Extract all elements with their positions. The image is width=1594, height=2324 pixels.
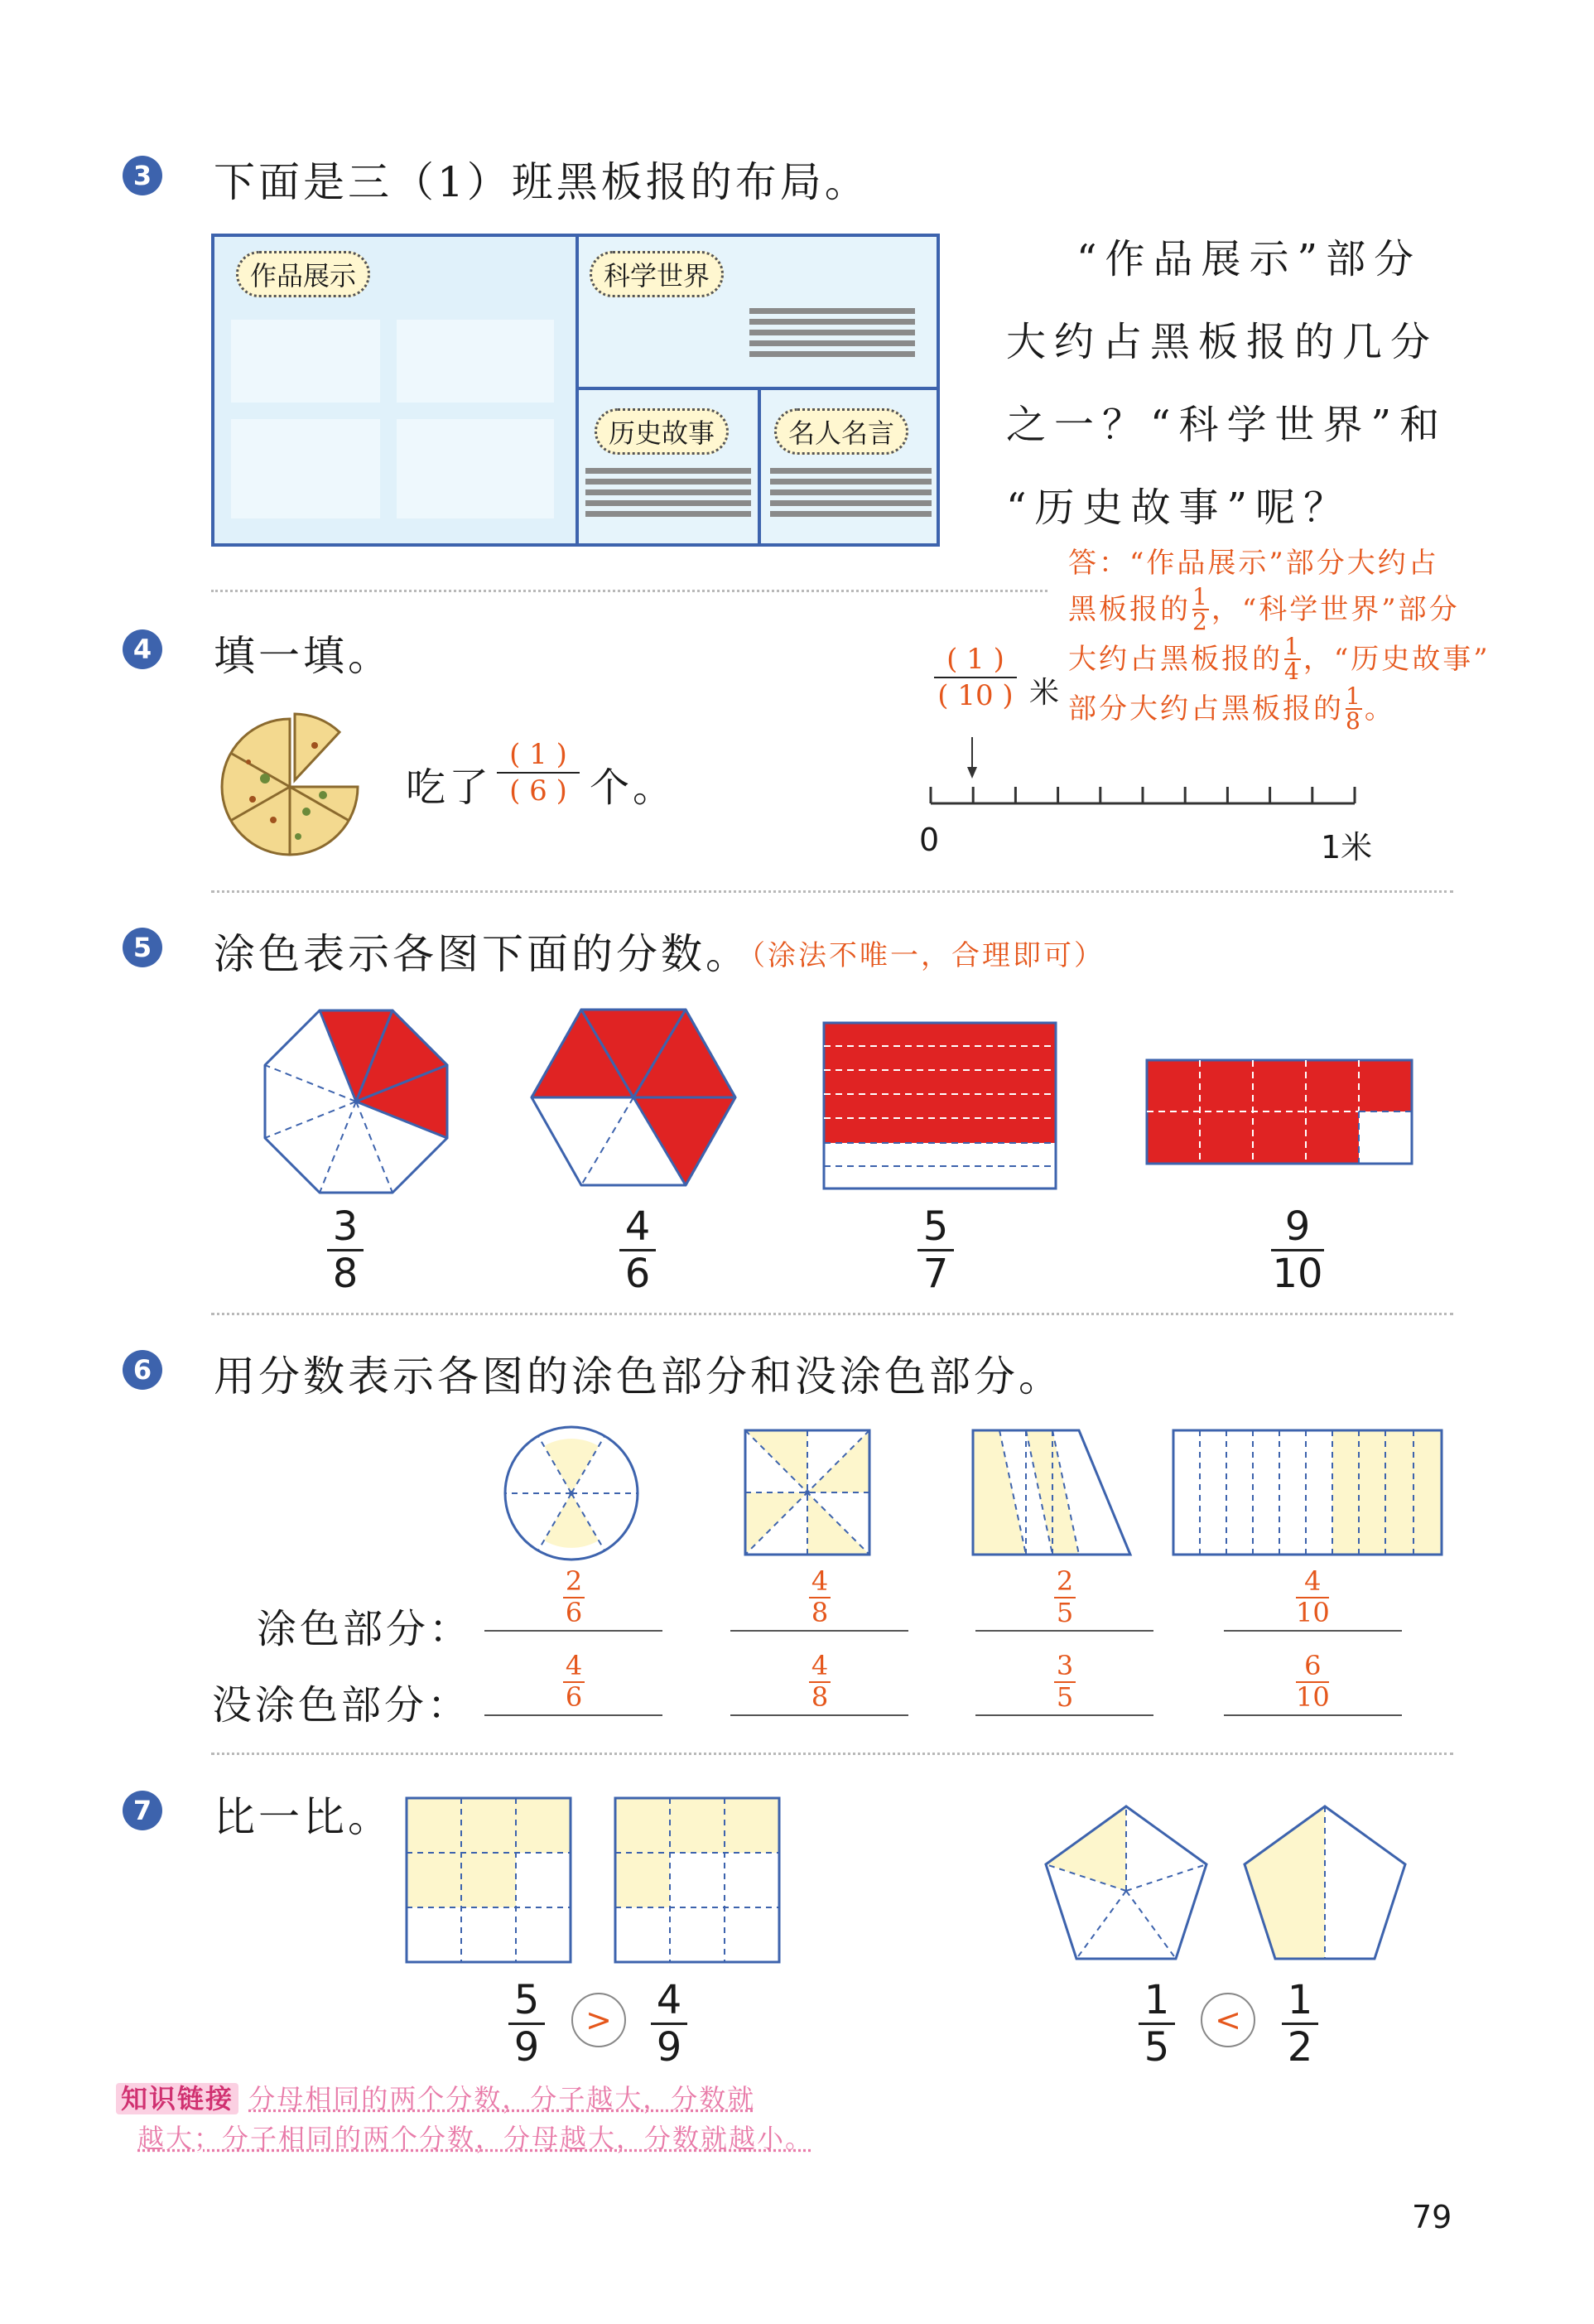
answer-line <box>975 1714 1153 1716</box>
fraction-9-10: 9 10 <box>1272 1203 1323 1298</box>
separator <box>211 890 1453 893</box>
fraction-4-6: 4 6 <box>619 1206 656 1295</box>
compare-left-b: 4 9 <box>651 1979 687 2069</box>
question-3-text-2: 大约占黑板报的几分 <box>1006 319 1439 365</box>
shaded-answer-4: 4 10 <box>1296 1565 1330 1628</box>
separator <box>211 1753 1453 1755</box>
pentagon-figure-1-2 <box>1238 1801 1412 1967</box>
knowledge-link-line-1: 分母相同的两个分数，分子越大，分数就 <box>248 2083 756 2114</box>
unshaded-answer-3: 3 5 <box>1054 1652 1076 1711</box>
compare-left-sign: > <box>571 1993 626 2047</box>
ate-unit: 个。 <box>590 764 677 811</box>
question-number-5: 5 <box>123 928 162 967</box>
ruler-fraction: ( 1 ) ( 10 ) <box>934 642 1017 713</box>
knowledge-link <box>116 2079 813 2158</box>
unshaded-answer-4: 6 10 <box>1296 1650 1330 1713</box>
octagon-figure <box>248 994 464 1209</box>
science-tag: 科学世界 <box>590 251 724 297</box>
question-number-6: 6 <box>123 1350 162 1390</box>
shaded-answer-2: 4 8 <box>809 1568 831 1627</box>
answer-line <box>484 1714 662 1716</box>
separator <box>211 590 1047 592</box>
works-tag: 作品展示 <box>236 251 370 297</box>
question-number-3: 3 <box>123 156 162 195</box>
answer-3-line-3: 大约占黑板报的 1 4 ，“历史故事” <box>1068 633 1490 685</box>
shaded-answer-3: 2 5 <box>1054 1568 1076 1627</box>
history-text-lines <box>585 468 751 522</box>
shaded-label: 涂色部分： <box>257 1606 473 1652</box>
ate-fraction: ( 1 ) ( 6 ) <box>497 737 580 808</box>
rectangle-10-cells-figure <box>1143 1056 1416 1168</box>
unshaded-answer-2: 4 8 <box>809 1652 831 1711</box>
fraction-3-8: 3 8 <box>327 1206 364 1295</box>
answer-line <box>975 1630 1153 1632</box>
answer-3-line-2: 黑板报的 1 2 ，“科学世界”部分 <box>1068 583 1460 635</box>
quotes-text-lines <box>770 468 932 522</box>
question-7-title: 比一比。 <box>214 1793 392 1841</box>
question-5-title: 涂色表示各图下面的分数。 <box>214 930 750 978</box>
answer-line <box>1224 1714 1402 1716</box>
answer-line <box>730 1714 908 1716</box>
question-5-hint: （涂法不唯一，合理即可） <box>737 939 1105 972</box>
question-3-title: 下面是三（1）班黑板报的布局。 <box>214 158 869 206</box>
unshaded-label: 没涂色部分： <box>212 1682 471 1729</box>
question-number-4: 4 <box>123 629 162 669</box>
question-6-title: 用分数表示各图的涂色部分和没涂色部分。 <box>214 1352 1063 1401</box>
answer-3-line-1: 答：“作品展示”部分大约占 <box>1068 547 1439 580</box>
unshaded-answer-1: 4 6 <box>563 1652 585 1711</box>
rectangle-strips-figure <box>1169 1426 1451 1559</box>
square-figure <box>741 1426 874 1559</box>
compare-right-b: 1 2 <box>1282 1979 1318 2069</box>
knowledge-link-label: 知识链接 <box>116 2083 238 2114</box>
quotes-tag: 名人名言 <box>774 408 908 455</box>
question-3-text-3: 之一？“科学世界”和 <box>1006 402 1448 448</box>
answer-line <box>484 1630 662 1632</box>
knowledge-link-line-2: 越大；分子相同的两个分数，分母越大，分数就越小。 <box>137 2123 814 2154</box>
circle-figure <box>501 1423 642 1564</box>
page-number: 79 <box>1412 2199 1452 2235</box>
question-3-text-1: “作品展示”部分 <box>1076 236 1423 282</box>
rectangle-7-strips-figure <box>820 1019 1060 1193</box>
ruler-start-label: 0 <box>919 822 940 858</box>
ruler-unit: 米 <box>1029 676 1060 710</box>
ruler <box>919 737 1366 820</box>
compare-right-a: 1 5 <box>1139 1979 1175 2069</box>
answer-3-line-4: 部分大约占黑板报的 1 8 。 <box>1068 682 1395 735</box>
compare-left-a: 5 9 <box>508 1979 545 2069</box>
answer-line <box>1224 1630 1402 1632</box>
history-tag: 历史故事 <box>595 408 729 455</box>
question-3-text-4: “历史故事”呢？ <box>1006 485 1352 531</box>
answer-line <box>730 1630 908 1632</box>
question-number-7: 7 <box>123 1791 162 1830</box>
pentagon-figure-1-5 <box>1039 1801 1213 1967</box>
hexagon-figure <box>522 998 745 1197</box>
fraction-5-7: 5 7 <box>917 1206 954 1295</box>
question-4-title: 填一填。 <box>214 632 392 680</box>
science-text-lines <box>749 308 915 362</box>
grid-figure-4-9 <box>613 1796 782 1965</box>
trapezoid-figure <box>969 1426 1134 1559</box>
shaded-answer-1: 2 6 <box>563 1568 585 1627</box>
pancake-icon <box>215 712 364 857</box>
separator <box>211 1313 1453 1315</box>
compare-right-sign: < <box>1201 1993 1255 2047</box>
grid-figure-5-9 <box>404 1796 573 1965</box>
ruler-end-label: 1米 <box>1321 829 1373 865</box>
ate-label: 吃了 <box>406 764 493 811</box>
